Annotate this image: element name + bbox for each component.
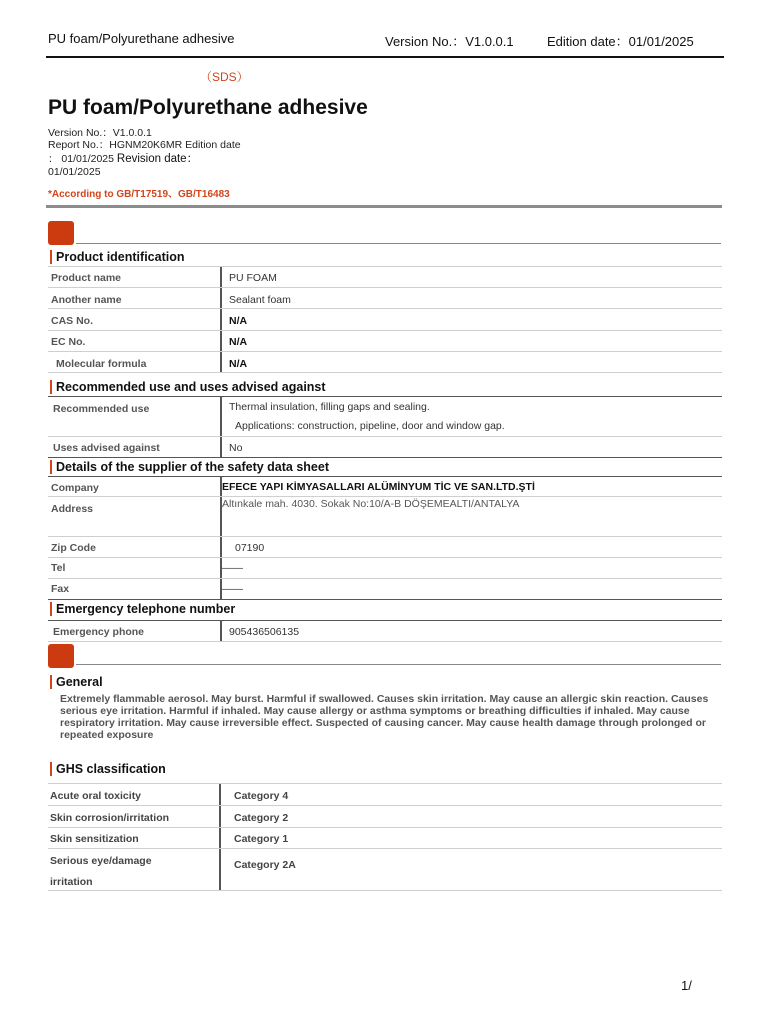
skin-sensitization-label: Skin sensitization bbox=[50, 833, 139, 845]
table-rule bbox=[48, 351, 722, 352]
address-label: Address bbox=[51, 503, 94, 515]
emergency-heading: Emergency telephone number bbox=[50, 602, 235, 616]
serious-eye-label: Serious eye/damage bbox=[50, 855, 152, 867]
product-identification-heading: Product identification bbox=[50, 250, 184, 264]
zip-code-value: 07190 bbox=[235, 542, 265, 554]
emergency-phone-value: 905436506135 bbox=[229, 626, 300, 638]
table-divider bbox=[220, 267, 222, 373]
table-rule bbox=[48, 805, 722, 806]
meta-edition-line bbox=[48, 153, 198, 166]
table-rule bbox=[48, 396, 722, 397]
uses-advised-against-label: Uses advised against bbox=[53, 442, 160, 454]
meta-report: Report No.：HGNM20K6MR Edition date bbox=[48, 139, 241, 151]
table-rule bbox=[48, 536, 722, 537]
product-name-value: PU FOAM bbox=[229, 272, 277, 284]
fax-value: —— bbox=[222, 583, 243, 595]
table-rule bbox=[48, 266, 722, 267]
table-rule bbox=[48, 827, 722, 828]
section-1-marker bbox=[48, 221, 74, 245]
section-2-marker bbox=[48, 644, 74, 668]
ghs-heading: GHS classification bbox=[50, 762, 166, 776]
another-name-label: Another name bbox=[51, 294, 122, 306]
meta-edition-date: ： 01/01/2025 bbox=[48, 153, 114, 165]
recommended-use-line-1: Thermal insulation, filling gaps and sealing. bbox=[229, 401, 430, 413]
recommended-use-label: Recommended use bbox=[53, 403, 150, 415]
title-divider bbox=[46, 205, 722, 208]
meta-according: *According to GB/T17519、GB/T16483 bbox=[48, 189, 230, 200]
company-value: EFECE YAPI KİMYASALLARI ALÜMİNYUM TİC VE SAN.LTD.ŞTİ bbox=[222, 481, 535, 493]
tel-value: —— bbox=[222, 562, 243, 574]
skin-sensitization-value: Category 1 bbox=[234, 833, 289, 845]
acute-oral-toxicity-label: Acute oral toxicity bbox=[50, 790, 142, 802]
table-rule bbox=[48, 308, 722, 309]
meta-revision-date: 01/01/2025 bbox=[48, 166, 101, 178]
tel-label: Tel bbox=[51, 562, 66, 574]
table-rule bbox=[48, 620, 722, 621]
table-rule bbox=[48, 330, 722, 331]
recommended-use-line-2: Applications: construction, pipeline, door and window gap. bbox=[235, 420, 505, 432]
table-rule bbox=[48, 436, 722, 437]
address-value: Altınkale mah. 4030. Sokak No:10/A-B DÖŞEMEALTI/ANTALYA bbox=[222, 498, 520, 510]
table-rule bbox=[48, 783, 722, 784]
cas-label: CAS No. bbox=[51, 315, 93, 327]
another-name-value: Sealant foam bbox=[229, 294, 291, 306]
section-2-rule bbox=[76, 664, 721, 665]
table-divider bbox=[220, 621, 222, 641]
table-rule bbox=[48, 457, 722, 458]
header-product: PU foam/Polyurethane adhesive bbox=[48, 31, 235, 46]
fax-label: Fax bbox=[51, 583, 70, 595]
uses-advised-against-value: No bbox=[229, 442, 243, 454]
section-1-rule bbox=[76, 243, 721, 244]
table-rule bbox=[48, 848, 722, 849]
general-text: Extremely flammable aerosol. May burst. Harmful if swallowed. Causes skin irritation. May cause an allergic skin reaction. Causes serious eye irritation. Harmful if inhaled. May cause allergy or asthma symptoms or breathing difficulties if inhaled. May cause respiratory irritation. May cause irreversible effect. Suspected of causing cancer. May cause health damage through prolonged or repeated exposure bbox=[60, 693, 709, 741]
ec-label: EC No. bbox=[51, 336, 86, 348]
table-rule bbox=[48, 578, 722, 579]
recommended-use-heading: Recommended use and uses advised against bbox=[50, 380, 326, 394]
serious-eye-label-2: irritation bbox=[50, 876, 93, 888]
zip-code-label: Zip Code bbox=[51, 542, 96, 554]
table-divider bbox=[220, 397, 222, 457]
table-rule bbox=[48, 557, 722, 558]
page-title: PU foam/Polyurethane adhesive bbox=[48, 96, 368, 119]
table-rule bbox=[48, 641, 722, 642]
page-number: 1/ bbox=[681, 978, 692, 993]
cas-value: N/A bbox=[229, 315, 248, 327]
molecular-formula-value: N/A bbox=[229, 358, 248, 370]
table-divider bbox=[219, 784, 221, 890]
table-rule bbox=[48, 287, 722, 288]
meta-revision-label: Revision date： bbox=[116, 153, 199, 165]
serious-eye-value: Category 2A bbox=[234, 859, 296, 871]
company-label: Company bbox=[51, 482, 99, 494]
product-name-label: Product name bbox=[51, 272, 122, 284]
table-rule bbox=[48, 890, 722, 891]
sds-label: （SDS） bbox=[200, 70, 249, 84]
table-rule bbox=[48, 496, 722, 497]
ec-value: N/A bbox=[229, 336, 248, 348]
supplier-heading: Details of the supplier of the safety data sheet bbox=[50, 460, 329, 474]
header-rule bbox=[46, 56, 724, 58]
general-heading: General bbox=[50, 675, 103, 689]
table-rule bbox=[48, 599, 722, 600]
acute-oral-toxicity-value: Category 4 bbox=[234, 790, 289, 802]
table-rule bbox=[48, 476, 722, 477]
molecular-formula-label: Molecular formula bbox=[56, 358, 147, 370]
meta-version: Version No.：V1.0.0.1 bbox=[48, 127, 152, 139]
header-edition: Edition date：01/01/2025 bbox=[547, 34, 694, 49]
skin-corrosion-label: Skin corrosion/irritation bbox=[50, 812, 170, 824]
emergency-phone-label: Emergency phone bbox=[53, 626, 145, 638]
skin-corrosion-value: Category 2 bbox=[234, 812, 289, 824]
table-rule bbox=[48, 372, 722, 373]
header-version: Version No.：V1.0.0.1 bbox=[385, 34, 514, 49]
